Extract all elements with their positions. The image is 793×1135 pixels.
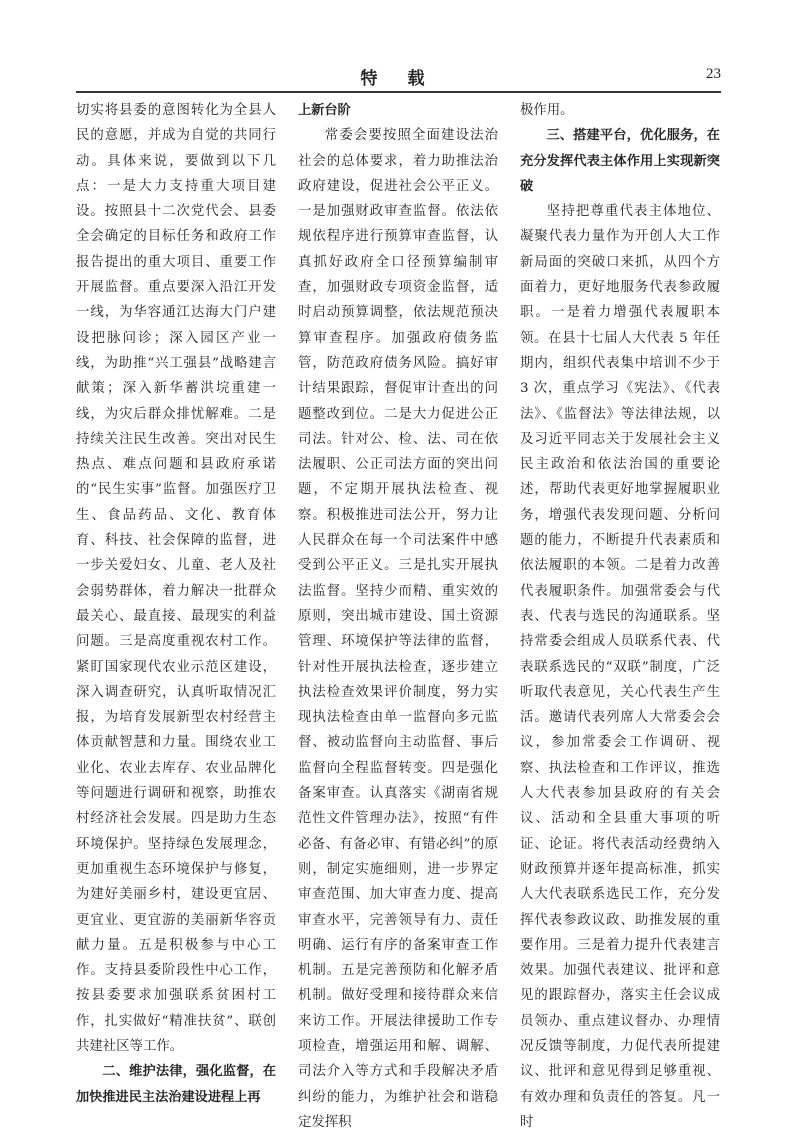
paragraph: 坚持把尊重代表主体地位、凝聚代表力量作为开创人大工作新局面的突破口来抓，从四个方面着力，更好地服务代表参政履职。一是着力增强代表履职本领。在县十七届人大代表 5 年任期内，组织代表集中培训不少于 3 次，重点学习《宪法》、《代表法》、《监督法》等法律法规，以及习近平同志关于发展社会主义民主政治和依法治国的重要论述，帮助代表更好地掌握履职业务，增强代表发现问题、分析问题的能力，不断提升代表素质和依法履职的本领。二是着力改善代表履职条件。加强常委会与代表、代表与选民的沟通联系。坚持常委会组成人员联系代表、代表联系选民的“双联”制度，广泛听取代表意见，关心代表生产生活。邀请代表列席人大常委会会议，参加常委会工作调研、视察、执法检查和工作评议，推选人大代表参加县政府的有关会议、活动和全县重大事项的听证、论证。将代表活动经费纳入财政预算并逐年提高标准，抓实人大代表联系选民工作，充分发挥代表参政议政、助推发展的重要作用。三是着力提升代表建言效果。加强代表建议、批评和意见的跟踪督办，落实主任会议成员领办、重点建议督办、办理情况反馈等制度，力促代表所提建议、批评和意见得到足够重视、有效办理和负责任的答复。凡一时 — [520, 204, 720, 1130]
header-rule — [76, 91, 721, 93]
page-number: 23 — [706, 66, 721, 82]
section-heading: 二、维护法律，强化监督，在加快推进民主法治建设进程上再 — [76, 1064, 276, 1105]
running-header — [76, 62, 721, 88]
paragraph: 切实将县委的意图转化为全县人民的意愿，并成为自觉的共同行动。具体来说，要做到以下几点：一是大力支持重大项目建设。按照县十二次党代会、县委全会确定的目标任务和政府工作报告提出的重大项目、重要工作开展监督。重点要深入沿江开发一线，为华容通江达海大门户建设把脉问诊；深入园区产业一线，为助推“兴工强县”战略建言献策；深入新华蓄洪垸重建一线，为灾后群众排忧解难。二是持续关注民生改善。突出对民生热点、难点问题和县政府承诺的“民生实事”监督。加强医疗卫生、食品药品、文化、教育体育、科技、社会保障的监督，进一步关爱妇女、儿童、老人及社会弱势群体，着力解决一批群众最关心、最直接、最现实的利益问题。三是高度重视农村工作。紧盯国家现代农业示范区建设，深入调查研究，认真听取情况汇报，为培育发展新型农村经营主体贡献智慧和力量。围绕农业工业化、农业去库存、农业品牌化等问题进行调研和视察，助推农村经济社会发展。四是助力生态环境保护。坚持绿色发展理念，更加重视生态环境保护与修复，为建好美丽乡村，建设更宜居、更宜业、更宜游的美丽新华容贡献力量。五是积极参与中心工作。支持县委阶段性中心工作，按县委要求加强联系贫困村工作，扎实做好“精准扶贫”、联创共建社区等工作。 — [76, 103, 276, 1054]
article-body — [76, 98, 721, 1130]
section-heading: 三、搭建平台，优化服务，在充分发挥代表主体作用上实现新突破 — [520, 128, 720, 194]
section-heading: 上新台阶 — [298, 103, 351, 118]
section-title: 特 载 — [360, 69, 437, 89]
column-3 — [520, 98, 720, 1135]
column-2 — [298, 98, 498, 1135]
column-1 — [76, 98, 276, 1110]
paragraph: 常委会要按照全面建设法治社会的总体要求，着力助推法治政府建设，促进社会公平正义。一是加强财政审查监督。依法依规依程序进行预算审查监督，认真抓好政府全口径预算编制审查，加强财政专项资金监督，适时启动预算调整，依法规范预决算审查程序。加强政府债务监管，防范政府债务风险。搞好审计结果跟踪，督促审计查出的问题整改到位。二是大力促进公正司法。针对公、检、法、司在依法履职、公正司法方面的突出问题，不定期开展执法检查、视察。积极推进司法公开，努力让人民群众在每一个司法案件中感受到公平正义。三是扎实开展执法监督。坚持少而精、重实效的原则，突出城市建设、国土资源管理、环境保护等法律的监督，针对性开展执法检查，逐步建立执法检查效果评价制度，努力实现执法检查由单一监督向多元监督、被动监督向主动监督、事后监督向全程监督转变。四是强化备案审查。认真落实《湖南省规范性文件管理办法》，按照“有件必备、有备必审、有错必纠”的原则，制定实施细则，进一步界定审查范围、加大审查力度、提高审查水平，完善领导有力、责任明确、运行有序的备案审查工作机制。五是完善预防和化解矛盾机制。做好受理和接待群众来信来访工作。开展法律援助工作专项检查，增强运用和解、调解、司法介入等方式和手段解决矛盾纠纷的能力，为维护社会和谐稳定发挥积 — [298, 128, 498, 1130]
paragraph: 极作用。 — [520, 103, 574, 118]
